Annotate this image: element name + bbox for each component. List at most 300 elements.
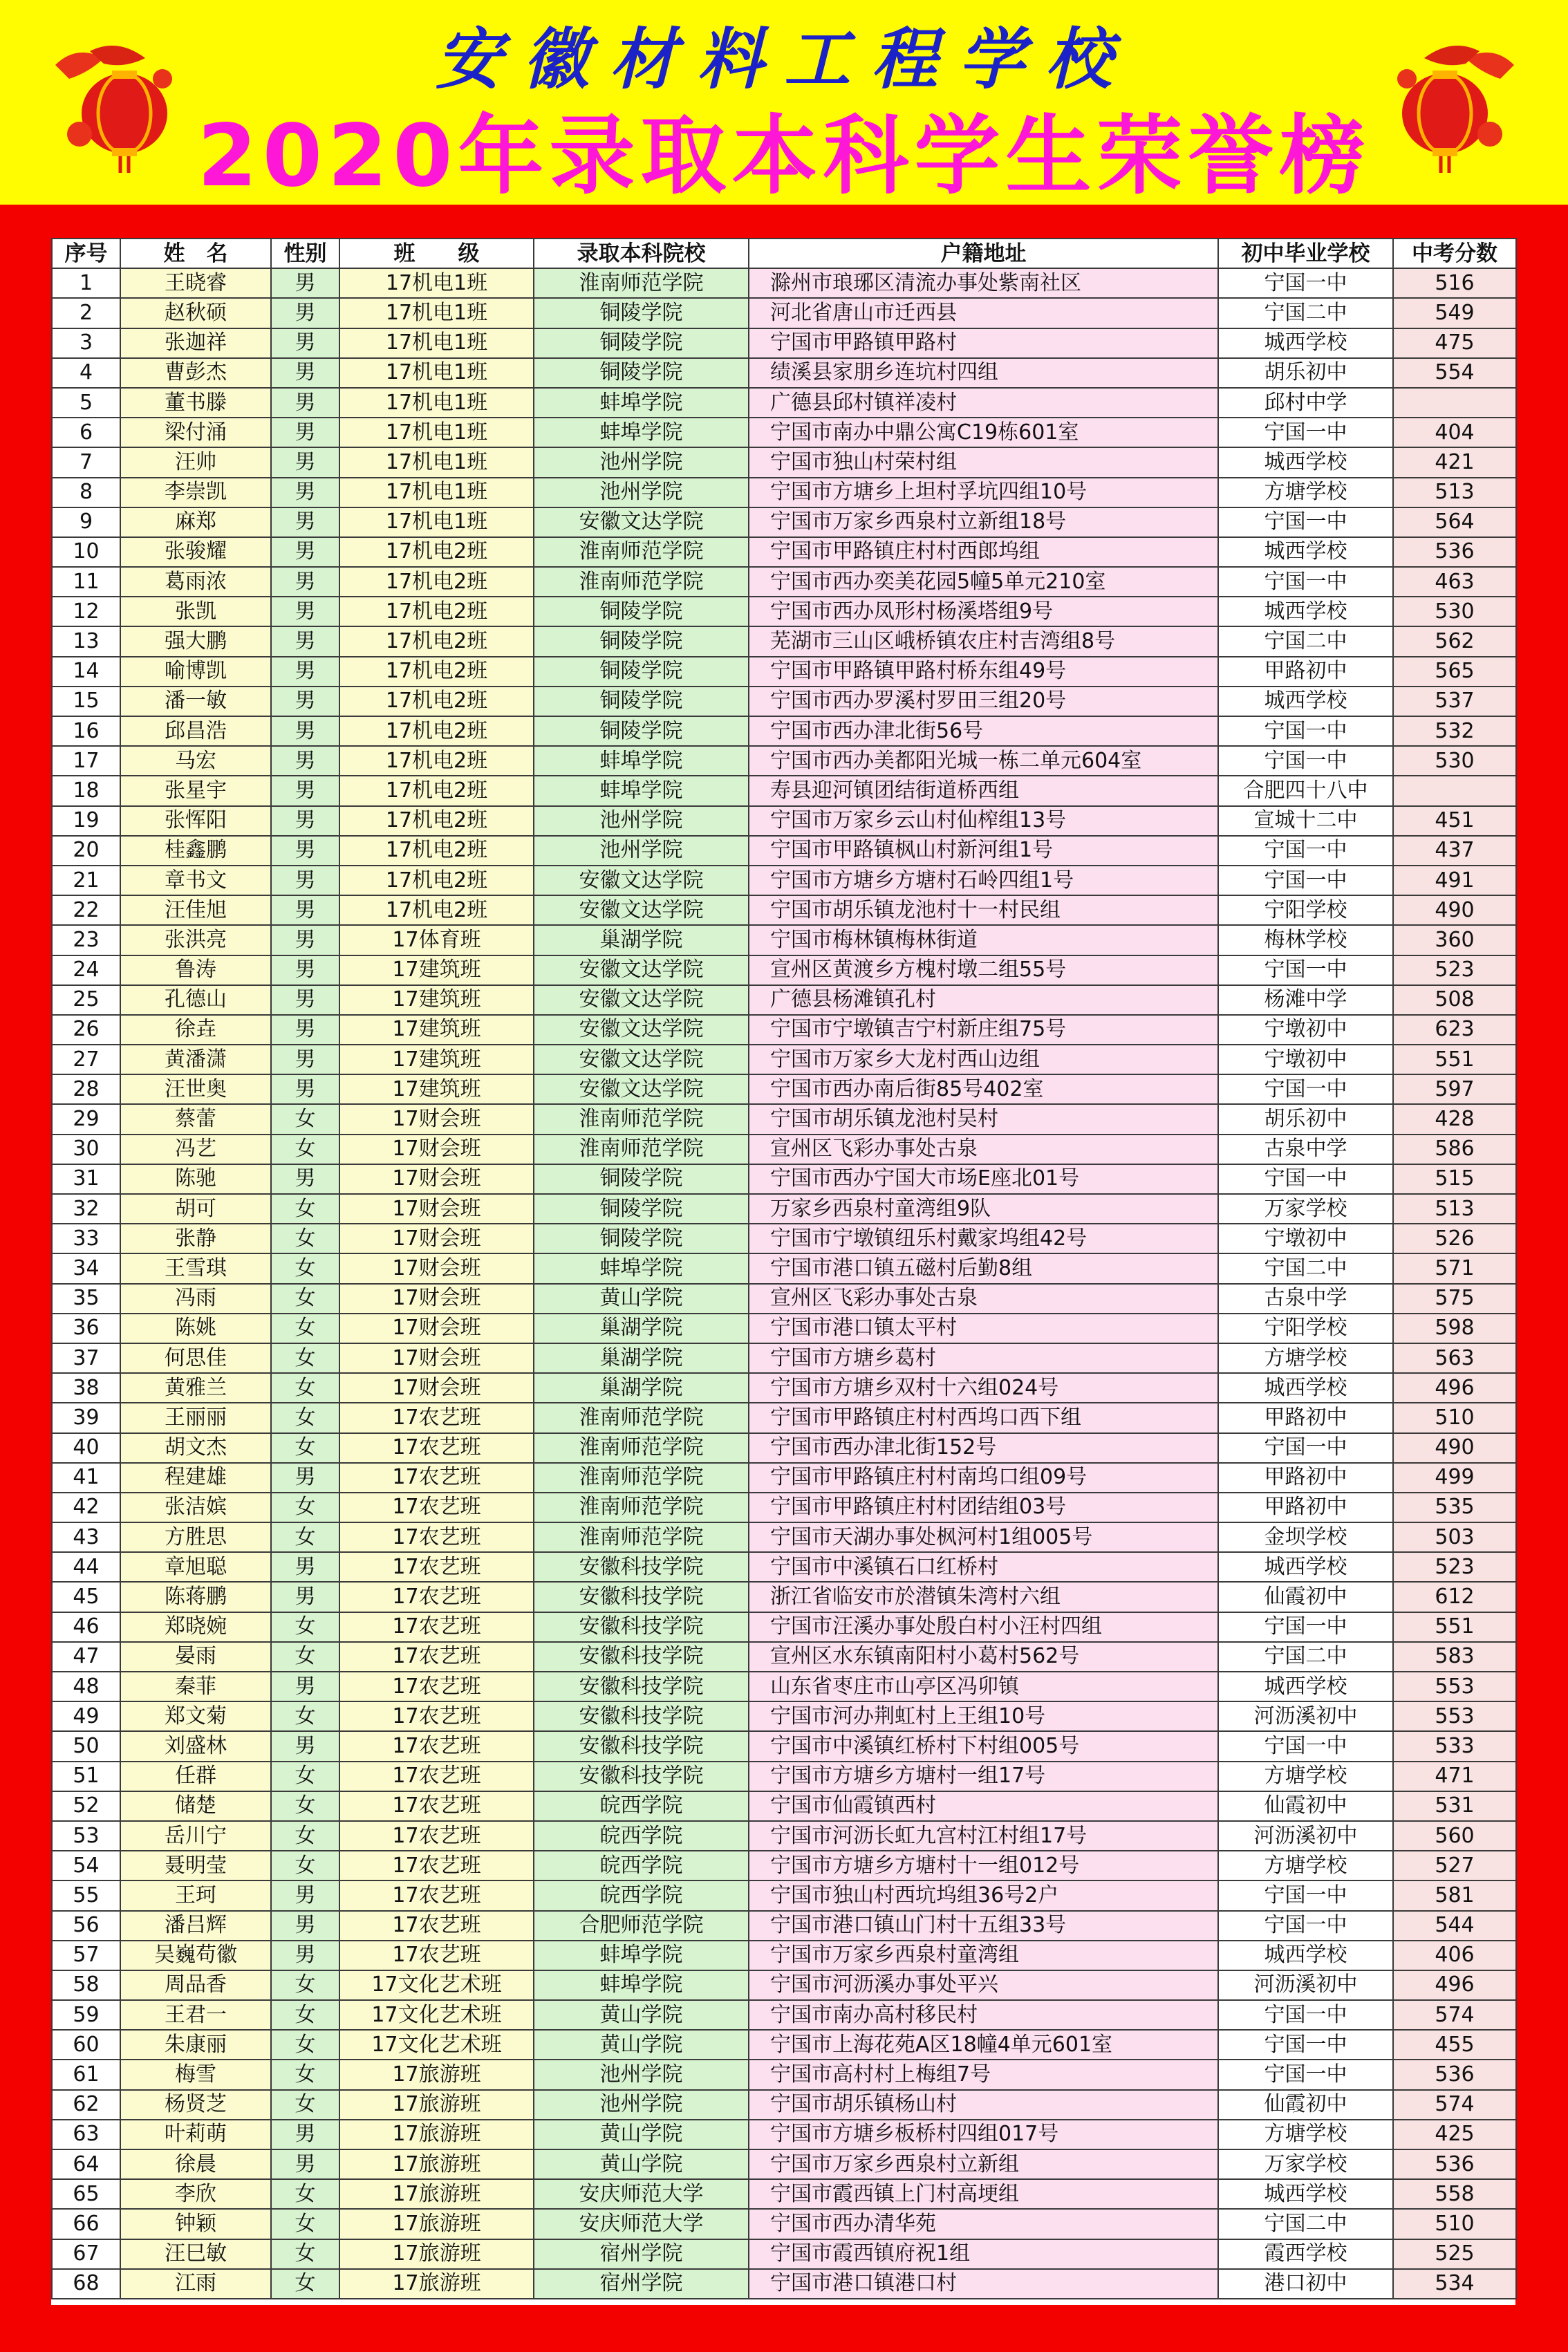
student-name: 周品香 bbox=[120, 1970, 271, 2000]
middle-school: 城西学校 bbox=[1218, 2179, 1393, 2209]
student-name: 李崇凯 bbox=[120, 478, 271, 507]
admitted-college: 淮南师范学院 bbox=[534, 567, 749, 597]
student-name: 张洪亮 bbox=[120, 925, 271, 955]
gender: 男 bbox=[271, 507, 339, 537]
gender: 女 bbox=[271, 1821, 339, 1851]
table-row bbox=[52, 1314, 1516, 1343]
student-name: 麻郑 bbox=[120, 507, 271, 537]
admitted-college: 皖西学院 bbox=[534, 1791, 749, 1821]
class-name: 17财会班 bbox=[339, 1253, 534, 1283]
middle-school: 甲路初中 bbox=[1218, 1493, 1393, 1522]
row-number: 22 bbox=[52, 895, 120, 925]
admitted-college: 安徽科技学院 bbox=[534, 1672, 749, 1701]
home-address: 宁国市甲路镇甲路村 bbox=[749, 328, 1218, 358]
table-row bbox=[52, 1135, 1516, 1164]
exam-score: 513 bbox=[1393, 478, 1516, 507]
table-row bbox=[52, 478, 1516, 507]
gender: 男 bbox=[271, 388, 339, 418]
row-number: 17 bbox=[52, 746, 120, 776]
table-row bbox=[52, 1941, 1516, 1970]
table-row bbox=[52, 687, 1516, 716]
row-number: 34 bbox=[52, 1253, 120, 1283]
class-name: 17文化艺术班 bbox=[339, 2000, 534, 2030]
exam-score: 598 bbox=[1393, 1314, 1516, 1343]
row-number: 27 bbox=[52, 1045, 120, 1074]
admitted-college: 铜陵学院 bbox=[534, 328, 749, 358]
table-row bbox=[52, 1731, 1516, 1761]
table-row bbox=[52, 1851, 1516, 1880]
table-row bbox=[52, 895, 1516, 925]
row-number: 25 bbox=[52, 985, 120, 1015]
home-address: 宁国市宁墩镇吉宁村新庄组75号 bbox=[749, 1015, 1218, 1045]
middle-school: 宁国一中 bbox=[1218, 418, 1393, 447]
admitted-college: 安庆师范大学 bbox=[534, 2179, 749, 2209]
row-number: 5 bbox=[52, 388, 120, 418]
exam-score: 523 bbox=[1393, 955, 1516, 985]
row-number: 28 bbox=[52, 1074, 120, 1104]
admitted-college: 池州学院 bbox=[534, 806, 749, 836]
gender: 男 bbox=[271, 1552, 339, 1582]
class-name: 17机电2班 bbox=[339, 836, 534, 866]
gender: 女 bbox=[271, 1791, 339, 1821]
table-row bbox=[52, 1791, 1516, 1821]
table-row bbox=[52, 1224, 1516, 1253]
gender: 男 bbox=[271, 687, 339, 716]
table-row bbox=[52, 925, 1516, 955]
admitted-college: 铜陵学院 bbox=[534, 626, 749, 656]
exam-score: 623 bbox=[1393, 1015, 1516, 1045]
admitted-college: 安徽文达学院 bbox=[534, 1074, 749, 1104]
row-number: 24 bbox=[52, 955, 120, 985]
exam-score: 499 bbox=[1393, 1463, 1516, 1493]
class-name: 17机电1班 bbox=[339, 388, 534, 418]
table-row bbox=[52, 418, 1516, 447]
exam-score bbox=[1393, 388, 1516, 418]
exam-score: 437 bbox=[1393, 836, 1516, 866]
middle-school: 城西学校 bbox=[1218, 447, 1393, 477]
student-name: 胡可 bbox=[120, 1194, 271, 1224]
class-name: 17农艺班 bbox=[339, 1941, 534, 1970]
class-name: 17机电2班 bbox=[339, 716, 534, 746]
row-number: 48 bbox=[52, 1672, 120, 1701]
middle-school: 宁墩初中 bbox=[1218, 1015, 1393, 1045]
class-name: 17财会班 bbox=[339, 1135, 534, 1164]
middle-school: 港口初中 bbox=[1218, 2269, 1393, 2299]
home-address: 宁国市万家乡西泉村立新组 bbox=[749, 2149, 1218, 2179]
admitted-college: 黄山学院 bbox=[534, 2149, 749, 2179]
home-address: 广德县杨滩镇孔村 bbox=[749, 985, 1218, 1015]
gender: 男 bbox=[271, 836, 339, 866]
col-header-score: 中考分数 bbox=[1393, 239, 1516, 268]
class-name: 17机电2班 bbox=[339, 895, 534, 925]
home-address: 宁国市方塘乡上坦村孚坑四组10号 bbox=[749, 478, 1218, 507]
admitted-college: 铜陵学院 bbox=[534, 1224, 749, 1253]
student-name: 王珂 bbox=[120, 1880, 271, 1910]
exam-score: 463 bbox=[1393, 567, 1516, 597]
admitted-college: 淮南师范学院 bbox=[534, 1463, 749, 1493]
table-row bbox=[52, 447, 1516, 477]
gender: 女 bbox=[271, 2269, 339, 2299]
gender: 男 bbox=[271, 268, 339, 298]
table-row bbox=[52, 2269, 1516, 2299]
home-address: 宁国市万家乡西泉村立新组18号 bbox=[749, 507, 1218, 537]
gender: 女 bbox=[271, 1314, 339, 1343]
row-number: 7 bbox=[52, 447, 120, 477]
home-address: 芜湖市三山区峨桥镇农庄村吉湾组8号 bbox=[749, 626, 1218, 656]
class-name: 17农艺班 bbox=[339, 1791, 534, 1821]
middle-school: 方塘学校 bbox=[1218, 1343, 1393, 1373]
gender: 男 bbox=[271, 985, 339, 1015]
student-name: 吴巍苟徽 bbox=[120, 1941, 271, 1970]
gender: 女 bbox=[271, 1612, 339, 1642]
student-name: 聂明莹 bbox=[120, 1851, 271, 1880]
middle-school: 宁阳学校 bbox=[1218, 1314, 1393, 1343]
row-number: 18 bbox=[52, 776, 120, 805]
exam-score: 564 bbox=[1393, 507, 1516, 537]
home-address: 宁国市方塘乡板桥村四组017号 bbox=[749, 2120, 1218, 2149]
home-address: 宁国市南办中鼎公寓C19栋601室 bbox=[749, 418, 1218, 447]
student-name: 陈驰 bbox=[120, 1164, 271, 1194]
home-address: 宁国市方塘乡双村十六组024号 bbox=[749, 1373, 1218, 1403]
class-name: 17农艺班 bbox=[339, 1403, 534, 1432]
student-name: 章旭聪 bbox=[120, 1552, 271, 1582]
gender: 女 bbox=[271, 1762, 339, 1791]
admitted-college: 蚌埠学院 bbox=[534, 776, 749, 805]
row-number: 57 bbox=[52, 1941, 120, 1970]
middle-school: 古泉中学 bbox=[1218, 1135, 1393, 1164]
gender: 女 bbox=[271, 2239, 339, 2269]
admitted-college: 铜陵学院 bbox=[534, 597, 749, 626]
middle-school: 宁国一中 bbox=[1218, 2060, 1393, 2089]
class-name: 17建筑班 bbox=[339, 955, 534, 985]
home-address: 宣州区黄渡乡方槐村墩二组55号 bbox=[749, 955, 1218, 985]
row-number: 36 bbox=[52, 1314, 120, 1343]
exam-score: 404 bbox=[1393, 418, 1516, 447]
student-name: 黄雅兰 bbox=[120, 1373, 271, 1403]
student-name: 王晓睿 bbox=[120, 268, 271, 298]
admitted-college: 巢湖学院 bbox=[534, 1314, 749, 1343]
row-number: 35 bbox=[52, 1284, 120, 1314]
class-name: 17旅游班 bbox=[339, 2120, 534, 2149]
admitted-college: 黄山学院 bbox=[534, 2000, 749, 2030]
exam-score: 534 bbox=[1393, 2269, 1516, 2299]
exam-score: 574 bbox=[1393, 2090, 1516, 2120]
table-row bbox=[52, 2149, 1516, 2179]
class-name: 17农艺班 bbox=[339, 1880, 534, 1910]
row-number: 31 bbox=[52, 1164, 120, 1194]
middle-school: 方塘学校 bbox=[1218, 1851, 1393, 1880]
gender: 女 bbox=[271, 2060, 339, 2089]
row-number: 55 bbox=[52, 1880, 120, 1910]
admitted-college: 淮南师范学院 bbox=[534, 537, 749, 567]
admitted-college: 蚌埠学院 bbox=[534, 1941, 749, 1970]
home-address: 滁州市琅琊区清流办事处紫南社区 bbox=[749, 268, 1218, 298]
class-name: 17机电2班 bbox=[339, 657, 534, 687]
table-row bbox=[52, 657, 1516, 687]
middle-school: 宁国一中 bbox=[1218, 2030, 1393, 2060]
class-name: 17建筑班 bbox=[339, 1074, 534, 1104]
gender: 男 bbox=[271, 1463, 339, 1493]
table-row bbox=[52, 2030, 1516, 2060]
home-address: 宁国市甲路镇甲路村桥东组49号 bbox=[749, 657, 1218, 687]
middle-school: 河沥溪初中 bbox=[1218, 1701, 1393, 1731]
exam-score: 475 bbox=[1393, 328, 1516, 358]
gender: 男 bbox=[271, 1941, 339, 1970]
exam-score: 527 bbox=[1393, 1851, 1516, 1880]
row-number: 68 bbox=[52, 2269, 120, 2299]
exam-score: 544 bbox=[1393, 1911, 1516, 1941]
gender: 男 bbox=[271, 866, 339, 895]
student-name: 岳川宁 bbox=[120, 1821, 271, 1851]
middle-school: 杨滩中学 bbox=[1218, 985, 1393, 1015]
class-name: 17财会班 bbox=[339, 1224, 534, 1253]
table-row bbox=[52, 2209, 1516, 2239]
home-address: 宁国市甲路镇庄村村西郎坞组 bbox=[749, 537, 1218, 567]
student-name: 杨贤芝 bbox=[120, 2090, 271, 2120]
middle-school: 宁国一中 bbox=[1218, 1731, 1393, 1761]
home-address: 宁国市霞西镇上门村高埂组 bbox=[749, 2179, 1218, 2209]
row-number: 67 bbox=[52, 2239, 120, 2269]
table-row bbox=[52, 1373, 1516, 1403]
exam-score bbox=[1393, 776, 1516, 805]
home-address: 宁国市高村村上梅组7号 bbox=[749, 2060, 1218, 2089]
row-number: 16 bbox=[52, 716, 120, 746]
student-name: 章书文 bbox=[120, 866, 271, 895]
student-name: 汪世奥 bbox=[120, 1074, 271, 1104]
admitted-college: 安徽文达学院 bbox=[534, 985, 749, 1015]
home-address: 宁国市万家乡大龙村西山边组 bbox=[749, 1045, 1218, 1074]
row-number: 14 bbox=[52, 657, 120, 687]
middle-school: 宁国二中 bbox=[1218, 626, 1393, 656]
class-name: 17农艺班 bbox=[339, 1433, 534, 1463]
admission-table bbox=[51, 238, 1517, 2299]
admitted-college: 安徽科技学院 bbox=[534, 1642, 749, 1672]
middle-school: 宁墩初中 bbox=[1218, 1224, 1393, 1253]
middle-school: 宁国一中 bbox=[1218, 716, 1393, 746]
home-address: 宁国市甲路镇庄村村南坞口组09号 bbox=[749, 1463, 1218, 1493]
class-name: 17机电2班 bbox=[339, 776, 534, 805]
student-name: 潘吕辉 bbox=[120, 1911, 271, 1941]
gender: 女 bbox=[271, 1343, 339, 1373]
student-name: 邱昌浩 bbox=[120, 716, 271, 746]
class-name: 17机电2班 bbox=[339, 806, 534, 836]
row-number: 20 bbox=[52, 836, 120, 866]
row-number: 65 bbox=[52, 2179, 120, 2209]
admitted-college: 巢湖学院 bbox=[534, 1373, 749, 1403]
student-name: 陈姚 bbox=[120, 1314, 271, 1343]
exam-score: 491 bbox=[1393, 866, 1516, 895]
middle-school: 宁国一中 bbox=[1218, 567, 1393, 597]
admitted-college: 铜陵学院 bbox=[534, 1194, 749, 1224]
col-header-address: 户籍地址 bbox=[749, 239, 1218, 268]
table-row bbox=[52, 1493, 1516, 1522]
class-name: 17机电1班 bbox=[339, 328, 534, 358]
table-row bbox=[52, 2060, 1516, 2089]
home-address: 宁国市霞西镇府祝1组 bbox=[749, 2239, 1218, 2269]
exam-score: 560 bbox=[1393, 1821, 1516, 1851]
middle-school: 仙霞初中 bbox=[1218, 1582, 1393, 1612]
student-name: 冯雨 bbox=[120, 1284, 271, 1314]
class-name: 17机电1班 bbox=[339, 507, 534, 537]
exam-score: 360 bbox=[1393, 925, 1516, 955]
class-name: 17旅游班 bbox=[339, 2090, 534, 2120]
home-address: 宁国市河办荆虹村上王组10号 bbox=[749, 1701, 1218, 1731]
table-row bbox=[52, 955, 1516, 985]
header-band bbox=[0, 0, 1568, 205]
exam-score: 612 bbox=[1393, 1582, 1516, 1612]
exam-score: 516 bbox=[1393, 268, 1516, 298]
home-address: 宁国市万家乡西泉村童湾组 bbox=[749, 1941, 1218, 1970]
gender: 男 bbox=[271, 895, 339, 925]
gender: 男 bbox=[271, 716, 339, 746]
student-name: 汪帅 bbox=[120, 447, 271, 477]
admitted-college: 淮南师范学院 bbox=[534, 268, 749, 298]
student-name: 张星宇 bbox=[120, 776, 271, 805]
admitted-college: 蚌埠学院 bbox=[534, 746, 749, 776]
student-name: 鲁涛 bbox=[120, 955, 271, 985]
table-row bbox=[52, 776, 1516, 805]
row-number: 63 bbox=[52, 2120, 120, 2149]
middle-school: 宁国二中 bbox=[1218, 298, 1393, 328]
middle-school: 宁国一中 bbox=[1218, 836, 1393, 866]
row-number: 15 bbox=[52, 687, 120, 716]
home-address: 宁国市港口镇山门村十五组33号 bbox=[749, 1911, 1218, 1941]
row-number: 10 bbox=[52, 537, 120, 567]
class-name: 17旅游班 bbox=[339, 2269, 534, 2299]
table-row bbox=[52, 1612, 1516, 1642]
student-name: 王丽丽 bbox=[120, 1403, 271, 1432]
row-number: 59 bbox=[52, 2000, 120, 2030]
home-address: 宁国市西办清华苑 bbox=[749, 2209, 1218, 2239]
home-address: 山东省枣庄市山亭区冯卯镇 bbox=[749, 1672, 1218, 1701]
student-name: 晏雨 bbox=[120, 1642, 271, 1672]
class-name: 17财会班 bbox=[339, 1164, 534, 1194]
table-row bbox=[52, 806, 1516, 836]
table-row bbox=[52, 1253, 1516, 1283]
home-address: 宁国市中溪镇石口红桥村 bbox=[749, 1552, 1218, 1582]
gender: 男 bbox=[271, 1164, 339, 1194]
exam-score: 551 bbox=[1393, 1612, 1516, 1642]
row-number: 9 bbox=[52, 507, 120, 537]
admitted-college: 蚌埠学院 bbox=[534, 418, 749, 447]
row-number: 50 bbox=[52, 1731, 120, 1761]
exam-score: 496 bbox=[1393, 1373, 1516, 1403]
exam-score: 562 bbox=[1393, 626, 1516, 656]
admitted-college: 合肥师范学院 bbox=[534, 1911, 749, 1941]
student-name: 郑文菊 bbox=[120, 1701, 271, 1731]
row-number: 33 bbox=[52, 1224, 120, 1253]
table-row bbox=[52, 746, 1516, 776]
admitted-college: 宿州学院 bbox=[534, 2269, 749, 2299]
table-row bbox=[52, 836, 1516, 866]
gender: 男 bbox=[271, 358, 339, 388]
admitted-college: 铜陵学院 bbox=[534, 358, 749, 388]
exam-score: 490 bbox=[1393, 1433, 1516, 1463]
table-row bbox=[52, 1522, 1516, 1552]
middle-school: 方塘学校 bbox=[1218, 478, 1393, 507]
student-name: 马宏 bbox=[120, 746, 271, 776]
gender: 女 bbox=[271, 1104, 339, 1134]
home-address: 宁国市方塘乡方塘村石岭四组1号 bbox=[749, 866, 1218, 895]
middle-school: 城西学校 bbox=[1218, 537, 1393, 567]
exam-score: 471 bbox=[1393, 1762, 1516, 1791]
exam-score: 554 bbox=[1393, 358, 1516, 388]
home-address: 宁国市港口镇太平村 bbox=[749, 1314, 1218, 1343]
home-address: 宁国市独山村西坑坞组36号2户 bbox=[749, 1880, 1218, 1910]
gender: 男 bbox=[271, 447, 339, 477]
student-name: 王君一 bbox=[120, 2000, 271, 2030]
row-number: 29 bbox=[52, 1104, 120, 1134]
home-address: 宁国市港口镇港口村 bbox=[749, 2269, 1218, 2299]
exam-score: 455 bbox=[1393, 2030, 1516, 2060]
gender: 男 bbox=[271, 328, 339, 358]
exam-score: 558 bbox=[1393, 2179, 1516, 2209]
row-number: 37 bbox=[52, 1343, 120, 1373]
class-name: 17机电2班 bbox=[339, 687, 534, 716]
middle-school: 宁国一中 bbox=[1218, 2000, 1393, 2030]
exam-score: 597 bbox=[1393, 1074, 1516, 1104]
exam-score: 428 bbox=[1393, 1104, 1516, 1134]
home-address: 宁国市上海花苑A区18幢4单元601室 bbox=[749, 2030, 1218, 2060]
table-row bbox=[52, 1074, 1516, 1104]
table-row bbox=[52, 1463, 1516, 1493]
row-number: 58 bbox=[52, 1970, 120, 2000]
exam-score: 533 bbox=[1393, 1731, 1516, 1761]
student-name: 钟颖 bbox=[120, 2209, 271, 2239]
student-name: 程建雄 bbox=[120, 1463, 271, 1493]
middle-school: 梅林学校 bbox=[1218, 925, 1393, 955]
middle-school: 仙霞初中 bbox=[1218, 1791, 1393, 1821]
middle-school: 城西学校 bbox=[1218, 1373, 1393, 1403]
table-row bbox=[52, 1701, 1516, 1731]
exam-score: 503 bbox=[1393, 1522, 1516, 1552]
exam-score: 510 bbox=[1393, 2209, 1516, 2239]
class-name: 17机电1班 bbox=[339, 358, 534, 388]
home-address: 宁国市西办宁国大市场E座北01号 bbox=[749, 1164, 1218, 1194]
home-address: 宁国市仙霞镇西村 bbox=[749, 1791, 1218, 1821]
student-name: 曹彭杰 bbox=[120, 358, 271, 388]
table-row bbox=[52, 2120, 1516, 2149]
table-row bbox=[52, 1433, 1516, 1463]
row-number: 66 bbox=[52, 2209, 120, 2239]
row-number: 47 bbox=[52, 1642, 120, 1672]
student-name: 赵秋硕 bbox=[120, 298, 271, 328]
home-address: 宁国市西办津北街152号 bbox=[749, 1433, 1218, 1463]
school-name: 安徽材料工程学校 bbox=[436, 20, 1132, 98]
exam-score: 571 bbox=[1393, 1253, 1516, 1283]
middle-school: 宁国一中 bbox=[1218, 866, 1393, 895]
middle-school: 城西学校 bbox=[1218, 1552, 1393, 1582]
home-address: 宁国市甲路镇庄村村团结组03号 bbox=[749, 1493, 1218, 1522]
middle-school: 宁阳学校 bbox=[1218, 895, 1393, 925]
row-number: 61 bbox=[52, 2060, 120, 2089]
middle-school: 河沥溪初中 bbox=[1218, 1821, 1393, 1851]
middle-school: 宁国一中 bbox=[1218, 1612, 1393, 1642]
row-number: 51 bbox=[52, 1762, 120, 1791]
table-row bbox=[52, 1194, 1516, 1224]
middle-school: 方塘学校 bbox=[1218, 1762, 1393, 1791]
student-name: 胡文杰 bbox=[120, 1433, 271, 1463]
middle-school: 万家学校 bbox=[1218, 2149, 1393, 2179]
class-name: 17旅游班 bbox=[339, 2060, 534, 2089]
admitted-college: 铜陵学院 bbox=[534, 716, 749, 746]
table-row bbox=[52, 567, 1516, 597]
gender: 男 bbox=[271, 806, 339, 836]
admitted-college: 池州学院 bbox=[534, 2090, 749, 2120]
row-number: 41 bbox=[52, 1463, 120, 1493]
admitted-college: 安徽文达学院 bbox=[534, 955, 749, 985]
middle-school: 霞西学校 bbox=[1218, 2239, 1393, 2269]
